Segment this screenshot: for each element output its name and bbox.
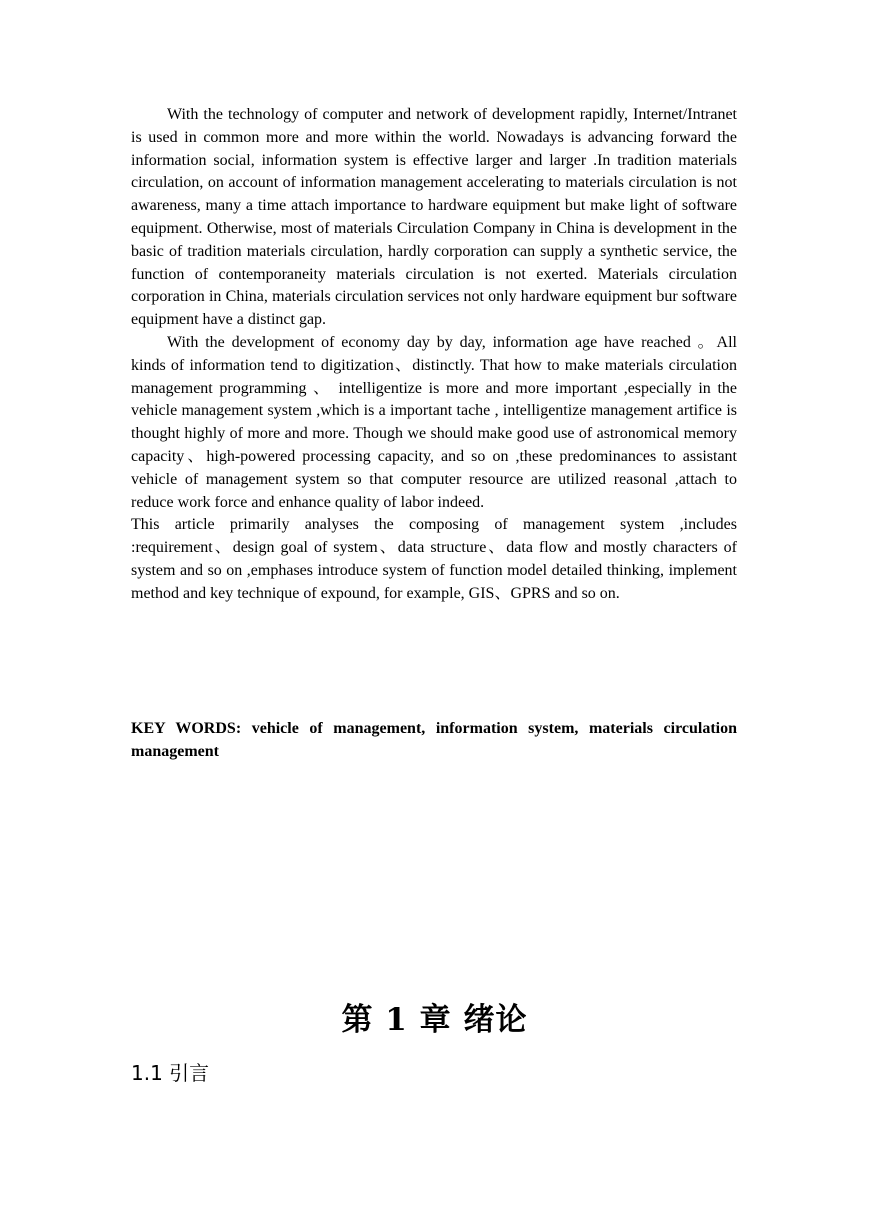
keywords-text: KEY WORDS: vehicle of management, information system, materials circulation management [131, 720, 737, 760]
abstract-paragraph-2: With the development of economy day by day, information age have reached 。All kinds of information tend to digitization、distinctly. That how to make materials circulation management programming 、 intelligentize is more and more important ,especially in the vehicle management system ,which is a important tache , intelligentize management artifice is thought highly of more and more. Though we should make good use of astronomical memory capacity、high-powered processing capacity, and so on ,these predominances to assistant vehicle of management system so that computer resource are utilized reasonal ,attach to reduce work force and enhance quality of labor indeed. [131, 333, 737, 511]
abstract-paragraph-3: This article primarily analyses the composing of management system ,includes :requirement、design goal of system、data structure、data flow and mostly characters of system and so on ,emphases introduce system of function model detailed thinking, implement method and key technique of expound, for example, GIS、GPRS and so on. [131, 516, 737, 602]
chapter-title: 第 1 章 绪论 [341, 1002, 528, 1038]
section-title: 1.1 引言 [131, 1061, 210, 1085]
keywords [131, 718, 737, 764]
abstract-body [131, 104, 737, 606]
abstract-paragraph-1: With the technology of computer and network of development rapidly, Internet/Intranet is used in common more and more within the world. Nowadays is advancing forward the information social, information system is effective larger and larger .In tradition materials circulation, on account of information management accelerating to materials circulation is not awareness, many a time attach importance to hardware equipment but make light of software equipment. Otherwise, most of materials Circulation Company in China is development in the basic of tradition materials circulation, hardly corporation can supply a synthetic service, the function of contemporaneity materials circulation is not exerted. Materials circulation corporation in China, materials circulation services not only hardware equipment bur software equipment have a distinct gap. [131, 106, 737, 329]
